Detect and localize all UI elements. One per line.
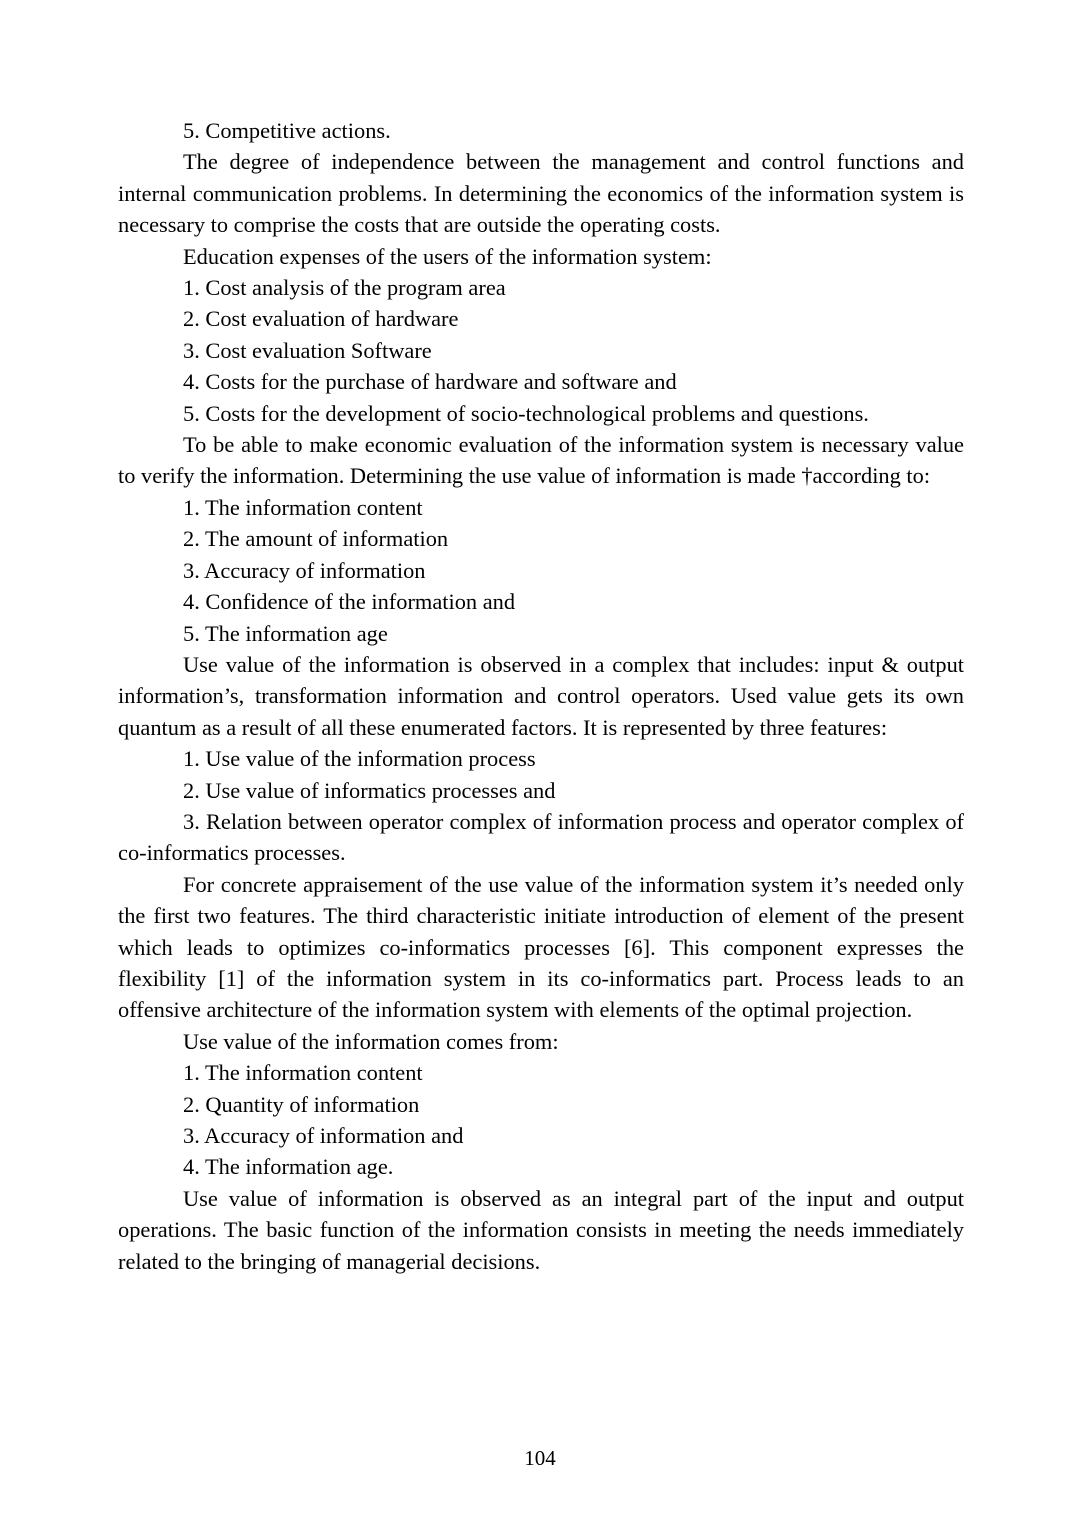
page-number: 104 — [524, 1446, 556, 1470]
list-item: 1. The information content — [183, 494, 423, 520]
body-text — [118, 115, 964, 1277]
list-item: 1. Cost analysis of the program area — [183, 275, 506, 301]
list-heading-education-expenses: Education expenses of the users of the information system: — [183, 243, 712, 269]
list-item: 3. Cost evaluation Software — [183, 337, 432, 363]
list-item-competitive-actions: 5. Competitive actions. — [183, 118, 391, 143]
list-item: 4. Confidence of the information and — [183, 589, 516, 615]
paragraph-use-value-complex: Use value of the information is observed in a complex that includes: input & output information’s, transformation information and control operators. Used value gets its own quantum as a result of all these enumerated factors. It is represented by three features: — [118, 651, 964, 740]
paragraph-economic-evaluation: To be able to make economic evaluation of the information system is necessary value to verify the information. Determining the use value of information is made †according to: — [118, 432, 964, 489]
paragraph-integral-part: Use value of information is observed as an integral part of the input and output operations. The basic function of the information consists in meeting the needs immediately related to the bringing of managerial decisions. — [118, 1185, 964, 1274]
list-item: 1. The information content — [183, 1060, 423, 1086]
paragraph-independence: The degree of independence between the management and control functions and internal communication problems. In determining the economics of the information system is necessary to comprise the costs that are outside the operating costs. — [118, 149, 964, 238]
list-item: 1. Use value of the information process — [183, 746, 536, 772]
list-item: 4. The information age. — [183, 1154, 394, 1180]
list-item: 2. Cost evaluation of hardware — [183, 306, 459, 332]
list-item: 4. Costs for the purchase of hardware and software and — [183, 369, 677, 395]
paragraph-concrete-appraisement: For concrete appraisement of the use value of the information system it’s needed only the first two features. The third characteristic initiate introduction of element of the present which leads to optimizes co-informatics processes [6]. This component expresses the flexibility [1] of the information system in its co-informatics part. Process leads to an offensive architecture of the information system with elements of the optimal projection. — [118, 871, 964, 1023]
list-item: 2. Quantity of information — [183, 1091, 420, 1117]
list-item: 2. Use value of informatics processes and — [183, 777, 556, 803]
list-item: 3. Accuracy of information — [183, 557, 426, 583]
list-item: 3. Accuracy of information and — [183, 1123, 464, 1148]
list-item: 2. The amount of information — [183, 526, 449, 552]
list-heading-use-value-comes-from: Use value of the information comes from: — [183, 1028, 559, 1054]
list-item-relation: 3. Relation between operator complex of information process and operator complex of co-informatics processes. — [118, 808, 964, 866]
list-item: 5. Costs for the development of socio-technological problems and questions. — [183, 400, 869, 426]
list-item: 5. The information age — [183, 620, 388, 646]
